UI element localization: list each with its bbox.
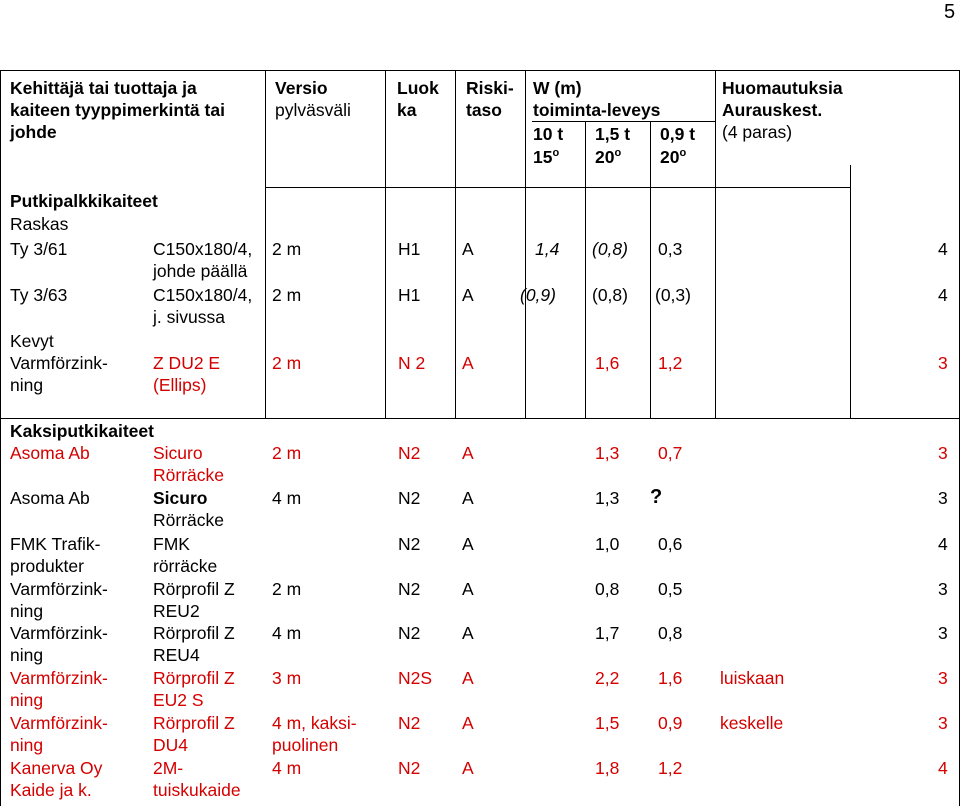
- table-cell: ning: [10, 601, 44, 621]
- table-cell: REU2: [153, 601, 200, 621]
- header-width: W (m): [533, 78, 582, 98]
- table-cell: Varmförzink-: [10, 623, 108, 643]
- table-cell: 0,8: [595, 579, 620, 599]
- table-cell: 0,3: [658, 239, 683, 259]
- table-cell: Rörräcke: [153, 465, 224, 485]
- table-cell: N2S: [398, 668, 433, 688]
- header-risk-line1: Riski-: [466, 78, 514, 98]
- table-cell: Sicuro: [153, 488, 208, 508]
- table-cell: 3: [938, 713, 948, 733]
- table-cell: 3: [938, 668, 948, 688]
- table-cell: johde päällä: [153, 261, 248, 281]
- section-double-pipe: Kaksiputkikaiteet: [10, 421, 154, 441]
- header-09t: 0,9 t: [660, 124, 696, 144]
- table-cell: REU4: [153, 645, 200, 665]
- table-cell: 1,0: [595, 534, 620, 554]
- table-cell: ning: [10, 375, 44, 395]
- table-cell: 2 m: [272, 353, 302, 373]
- section-single-pipe: Putkipalkkikaiteet: [10, 191, 158, 211]
- header-maker-line1: Kehittäjä tai tuottaja ja: [10, 78, 197, 98]
- table-cell: Asoma Ab: [10, 488, 90, 508]
- table-cell: 3: [938, 353, 948, 373]
- table-cell: 4 m, kaksi-: [272, 713, 357, 733]
- table-cell: Rörräcke: [153, 510, 224, 530]
- table-cell: 1,5: [595, 713, 620, 733]
- table-cell: ?: [650, 486, 663, 508]
- table-cell: 1,3: [595, 488, 620, 508]
- table-cell: A: [462, 443, 474, 463]
- table-cell: 1,6: [658, 668, 683, 688]
- table-cell: 4: [938, 285, 948, 305]
- header-class-line1: Luok: [397, 78, 439, 98]
- table-cell: ning: [10, 735, 44, 755]
- table-cell: 3 m: [272, 668, 302, 688]
- table-cell: rörräcke: [153, 556, 218, 576]
- table-cell: 2,2: [595, 668, 620, 688]
- table-cell: A: [462, 285, 474, 305]
- table-cell: N 2: [398, 353, 426, 373]
- table-cell: luiskaan: [720, 668, 785, 688]
- header-maker-line3: johde: [10, 122, 57, 142]
- header-span: pylväsväli: [275, 100, 351, 120]
- table-cell: N2: [398, 488, 421, 508]
- table-cell: 1,4: [535, 239, 560, 259]
- header-width-sub: toiminta-leveys: [533, 100, 661, 120]
- table-cell: 4: [938, 239, 948, 259]
- table-cell: 2 m: [272, 579, 302, 599]
- table-cell: 0,7: [658, 443, 683, 463]
- table-cell: Varmförzink-: [10, 713, 108, 733]
- table-cell: puolinen: [272, 735, 339, 755]
- table-cell: (0,8): [592, 285, 628, 305]
- table-cell: Ty 3/63: [10, 285, 68, 305]
- section-heavy: Raskas: [10, 214, 69, 234]
- table-cell: 4 m: [272, 623, 302, 643]
- table-cell: C150x180/4,: [153, 239, 253, 259]
- table-cell: FMK: [153, 534, 190, 554]
- header-version: Versio: [275, 78, 328, 98]
- table-cell: Varmförzink-: [10, 353, 108, 373]
- table-cell: 3: [938, 579, 948, 599]
- table-cell: 4: [938, 758, 948, 778]
- table-cell: 1,3: [595, 443, 620, 463]
- header-notes: Huomautuksia: [722, 78, 843, 98]
- table-cell: ning: [10, 690, 44, 710]
- table-cell: 0,5: [658, 579, 683, 599]
- header-09t-angle: 20$^o$: [660, 147, 687, 167]
- header-plow: Aurauskest.: [722, 100, 823, 120]
- header-risk-line2: taso: [466, 100, 502, 120]
- table-cell: 0,6: [658, 534, 683, 554]
- table-cell: Rörprofil Z: [153, 623, 235, 643]
- table-cell: (0,8): [592, 239, 628, 259]
- table-cell: 1,6: [595, 353, 620, 373]
- table-cell: A: [462, 668, 474, 688]
- table-cell: N2: [398, 443, 421, 463]
- table-cell: A: [462, 534, 474, 554]
- table-cell: produkter: [10, 556, 84, 576]
- table-cell: j. sivussa: [153, 307, 225, 327]
- table-cell: Rörprofil Z: [153, 713, 235, 733]
- table-cell: (0,9): [520, 285, 556, 305]
- table-cell: N2: [398, 534, 421, 554]
- table-cell: Rörprofil Z: [153, 668, 235, 688]
- table-cell: FMK Trafik-: [10, 534, 101, 554]
- table-cell: A: [462, 758, 474, 778]
- table-cell: Asoma Ab: [10, 443, 90, 463]
- table-cell: A: [462, 713, 474, 733]
- table-cell: Z DU2 E: [153, 353, 221, 373]
- table-cell: 2 m: [272, 239, 302, 259]
- table-cell: 1,7: [595, 623, 620, 643]
- table-cell: Varmförzink-: [10, 579, 108, 599]
- table-cell: 3: [938, 488, 948, 508]
- table-cell: N2: [398, 579, 421, 599]
- header-10t-angle: 15$^o$: [533, 147, 560, 167]
- table-cell: 2 m: [272, 285, 302, 305]
- header-maker-line2: kaiteen tyyppimerkintä tai: [10, 100, 225, 120]
- table-cell: 0,8: [658, 623, 683, 643]
- table-cell: 3: [938, 443, 948, 463]
- table-cell: C150x180/4,: [153, 285, 253, 305]
- table-cell: A: [462, 579, 474, 599]
- table-cell: Kaide ja k.: [10, 780, 92, 800]
- table-cell: keskelle: [720, 713, 784, 733]
- table-cell: A: [462, 353, 474, 373]
- table-cell: N2: [398, 758, 421, 778]
- table-cell: tuiskukaide: [153, 780, 241, 800]
- table-cell: 3: [938, 623, 948, 643]
- table-cell: EU2 S: [153, 690, 204, 710]
- table-cell: Rörprofil Z: [153, 579, 235, 599]
- table-cell: A: [462, 239, 474, 259]
- table-cell: DU4: [153, 735, 189, 755]
- section-light: Kevyt: [10, 331, 54, 351]
- header-class-line2: ka: [397, 100, 417, 120]
- table-cell: Ty 3/61: [10, 239, 68, 259]
- header-plow-scale: (4 paras): [722, 122, 793, 142]
- table-cell: 1,2: [658, 758, 683, 778]
- table-cell: 0,9: [658, 713, 683, 733]
- table-cell: H1: [398, 285, 421, 305]
- table-cell: 4: [938, 534, 948, 554]
- page-number: 5: [944, 1, 956, 23]
- table-cell: Varmförzink-: [10, 668, 108, 688]
- table-cell: Sicuro: [153, 443, 203, 463]
- header-15t: 1,5 t: [595, 124, 631, 144]
- table-cell: 4 m: [272, 488, 302, 508]
- table-cell: 4 m: [272, 758, 302, 778]
- table-cell: 1,2: [658, 353, 683, 373]
- table-cell: N2: [398, 623, 421, 643]
- table-cell: 2M-: [153, 758, 184, 778]
- table-cell: 1,8: [595, 758, 620, 778]
- table-cell: Kanerva Oy: [10, 758, 103, 778]
- table-cell: N2: [398, 713, 421, 733]
- table-cell: ning: [10, 645, 44, 665]
- table-cell: H1: [398, 239, 421, 259]
- table-cell: (0,3): [655, 285, 691, 305]
- table-cell: (Ellips): [153, 375, 207, 395]
- table-cell: 2 m: [272, 443, 302, 463]
- header-10t: 10 t: [533, 124, 564, 144]
- table-cell: A: [462, 623, 474, 643]
- table-cell: A: [462, 488, 474, 508]
- header-15t-angle: 20$^o$: [595, 147, 622, 167]
